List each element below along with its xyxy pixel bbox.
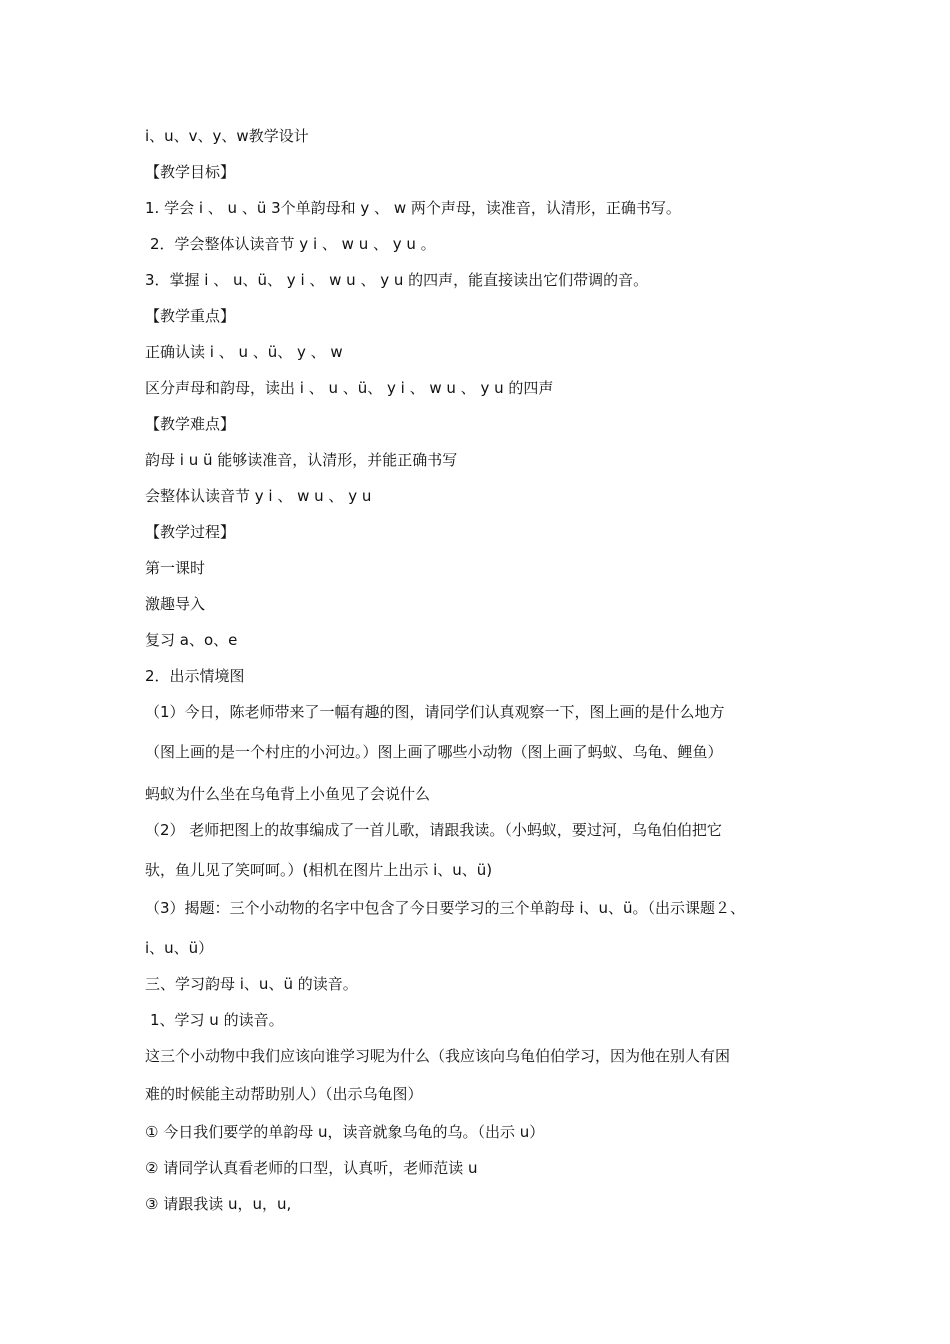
text-line: 第一课时 <box>145 559 206 577</box>
text-line: （1）今日，陈老师带来了一幅有趣的图，请同学们认真观察一下，图上画的是什么地方 <box>145 703 725 721</box>
text-line: 会整体认读音节 y i 、 w u 、 y u <box>145 487 372 505</box>
text-line: （2） 老师把图上的故事编成了一首儿歌，请跟我读。（小蚂蚁，要过河，乌龟伯伯把它 <box>145 821 722 839</box>
text-line: （图上画的是一个村庄的小河边。）图上画了哪些小动物（图上画了蚂蚁、乌龟、鲤鱼） <box>145 743 723 761</box>
text-line: 蚂蚁为什么坐在乌龟背上小鱼见了会说什么 <box>145 785 431 803</box>
section-heading-difficulties: 【教学难点】 <box>145 415 236 433</box>
text-line: 这三个小动物中我们应该向谁学习呢为什么（我应该向乌龟伯伯学习，因为他在别人有困 <box>145 1047 731 1065</box>
text-line: 韵母 i u ü 能够读准音，认清形，并能正确书写 <box>145 451 458 469</box>
document-title: i、u、v、y、w教学设计 <box>145 127 309 145</box>
text-line: 区分声母和韵母，读出 i 、 u 、ü、 y i 、 w u 、 y u 的四声 <box>145 379 554 397</box>
text-line: 2．出示情境图 <box>145 667 245 685</box>
text-line: i、u、ü） <box>145 939 214 957</box>
text-line: 复习 a、o、e <box>145 631 238 649</box>
text-line: ② 请同学认真看老师的口型，认真听，老师范读 u <box>145 1159 478 1177</box>
text-line: 1、学习 u 的读音。 <box>150 1011 284 1029</box>
text-line: 1. 学会 i 、 u 、ü 3个单韵母和 y 、 w 两个声母，读准音，认清形，正确书写。 <box>145 199 681 217</box>
text-line: ③ 请跟我读 u，u，u, <box>145 1195 292 1213</box>
text-line: （3）揭题：三个小动物的名字中包含了今日要学习的三个单韵母 i、u、ü。（出示课题２、 <box>145 899 745 917</box>
text-line: 正确认读 i 、 u 、ü、 y 、 w <box>145 343 343 361</box>
section-heading-key-points: 【教学重点】 <box>145 307 236 325</box>
text-line: ① 今日我们要学的单韵母 u，读音就象乌龟的乌。（出示 u） <box>145 1123 545 1141</box>
text-line: 难的时候能主动帮助别人）（出示乌龟图） <box>145 1085 423 1103</box>
section-heading-process: 【教学过程】 <box>145 523 236 541</box>
text-line: 2．学会整体认读音节 y i 、 w u 、 y u 。 <box>150 235 436 253</box>
text-line: 激趣导入 <box>145 595 206 613</box>
section-heading-objectives: 【教学目标】 <box>145 163 236 181</box>
text-line: 驮，鱼儿见了笑呵呵。）(相机在图片上出示 i、u、ü) <box>145 861 493 879</box>
text-line: 三、学习韵母 i、u、ü 的读音。 <box>145 975 358 993</box>
text-line: 3．掌握 i 、 u、ü、 y i 、 w u 、 y u 的四声，能直接读出它们带调的音。 <box>145 271 649 289</box>
